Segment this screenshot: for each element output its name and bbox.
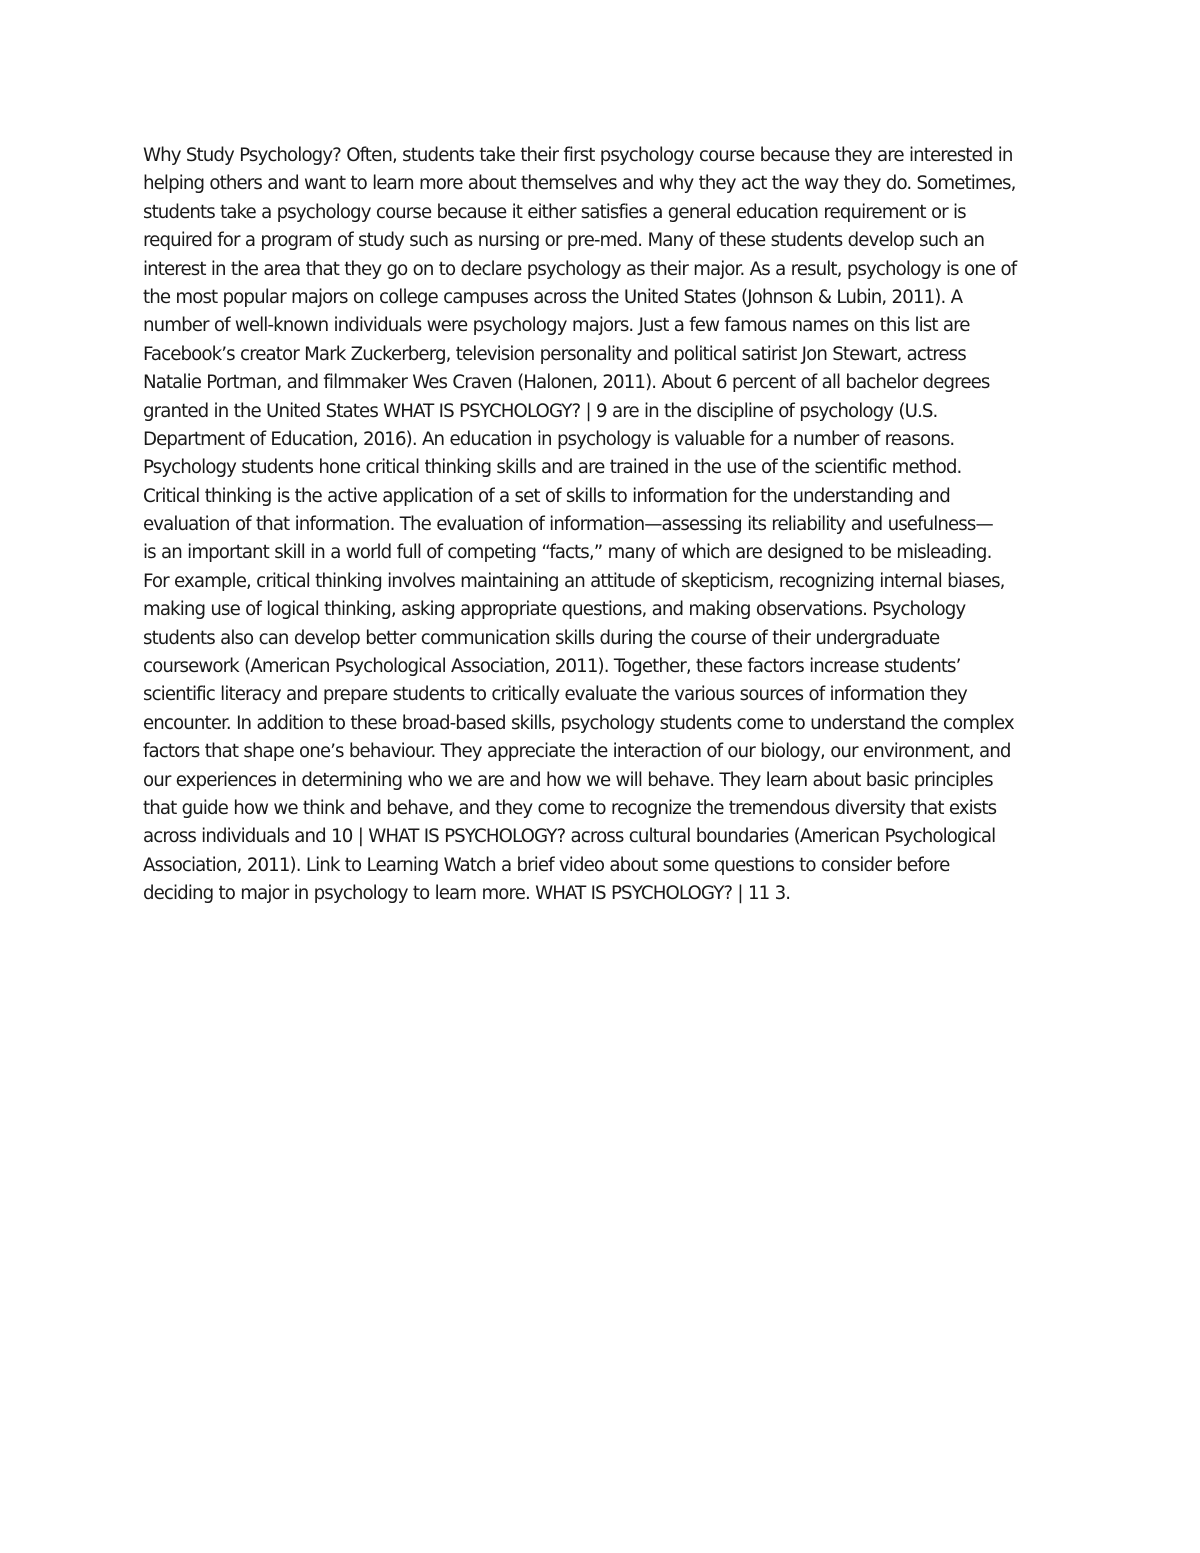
text-line: interest in the area that they go on to declare psychology as their major. As a result, psychology is one of: [143, 258, 1017, 280]
text-line: across individuals and 10 | WHAT IS PSYCHOLOGY? across cultural boundaries (American Psychological: [143, 826, 996, 848]
text-line: Critical thinking is the active application of a set of skills to information for the understanding and: [143, 485, 950, 507]
text-line: Department of Education, 2016). An education in psychology is valuable for a number of reasons.: [143, 428, 955, 450]
text-line: For example, critical thinking involves maintaining an attitude of skepticism, recognizing internal biases,: [143, 570, 1005, 592]
text-line: Natalie Portman, and filmmaker Wes Craven (Halonen, 2011). About 6 percent of all bachelor degrees: [143, 372, 990, 394]
text-line: that guide how we think and behave, and they come to recognize the tremendous diversity that exists: [143, 797, 997, 819]
text-line: students also can develop better communication skills during the course of their undergraduate: [143, 627, 940, 649]
text-line: is an important skill in a world full of competing “facts,” many of which are designed to be misleading.: [143, 542, 992, 564]
text-line: granted in the United States WHAT IS PSYCHOLOGY? | 9 are in the discipline of psychology (U.S.: [143, 400, 938, 422]
text-line: scientific literacy and prepare students to critically evaluate the various sources of information they: [143, 684, 967, 706]
text-line: required for a program of study such as nursing or pre-med. Many of these students develop such an: [143, 230, 985, 252]
text-line: our experiences in determining who we are and how we will behave. They learn about basic principles: [143, 769, 993, 791]
text-line: number of well-known individuals were psychology majors. Just a few famous names on this list are: [143, 315, 970, 337]
text-line: encounter. In addition to these broad-based skills, psychology students come to understand the complex: [143, 712, 1014, 734]
text-line: Why Study Psychology? Often, students take their first psychology course because they are interested in: [143, 145, 1013, 166]
text-line: the most popular majors on college campuses across the United States (Johnson & Lubin, 2011). A: [143, 286, 963, 308]
text-line: making use of logical thinking, asking appropriate questions, and making observations. Psychology: [143, 599, 966, 621]
text-line: helping others and want to learn more about themselves and why they act the way they do. Sometimes,: [143, 173, 1016, 195]
text-line: factors that shape one’s behaviour. They appreciate the interaction of our biology, our environment, and: [143, 741, 1011, 763]
text-line: students take a psychology course because it either satisfies a general education requirement or is: [143, 201, 966, 223]
text-line: deciding to major in psychology to learn more. WHAT IS PSYCHOLOGY? | 11 3.: [143, 883, 791, 905]
text-line: Psychology students hone critical thinking skills and are trained in the use of the scientific method.: [143, 457, 962, 479]
text-line: Facebook’s creator Mark Zuckerberg, television personality and political satirist Jon Stewart, actress: [143, 343, 966, 365]
text-line: evaluation of that information. The evaluation of information—assessing its reliability and usefulness—: [143, 514, 993, 536]
body-paragraph: [143, 142, 1063, 909]
text-line: coursework (American Psychological Association, 2011). Together, these factors increase students’: [143, 656, 961, 678]
text-line: Association, 2011). Link to Learning Watch a brief video about some questions to consider before: [143, 854, 950, 876]
